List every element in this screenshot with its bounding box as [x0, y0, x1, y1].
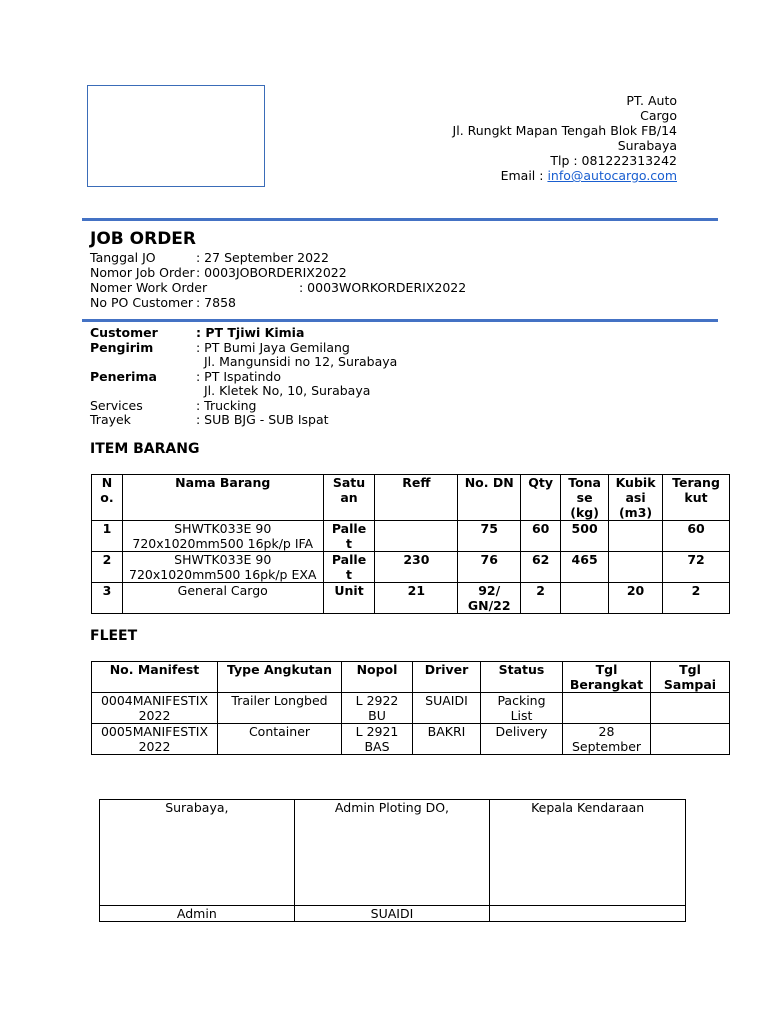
items-title: ITEM BARANG — [90, 441, 200, 457]
items-header-tonase: Tona se (kg) — [561, 475, 609, 521]
table-cell: 1 — [92, 521, 123, 552]
items-header-dn: No. DN — [458, 475, 521, 521]
items-header-nama: Nama Barang — [122, 475, 323, 521]
table-cell: 2 — [521, 583, 561, 614]
table-cell: 62 — [521, 552, 561, 583]
pengirim-address: Jl. Mangunsidi no 12, Surabaya — [204, 354, 398, 369]
top-divider — [82, 218, 718, 221]
fleet-header-nopol: Nopol — [342, 662, 413, 693]
table-cell: 2 — [663, 583, 730, 614]
company-info — [417, 93, 677, 183]
items-header-kubikasi: Kubik asi (m3) — [609, 475, 663, 521]
table-cell: 60 — [663, 521, 730, 552]
table-row — [92, 724, 730, 755]
table-row — [92, 583, 730, 614]
signature-admin-ploting: Admin Ploting DO, — [294, 800, 490, 906]
company-address-2: Surabaya — [617, 138, 677, 153]
items-header-no: N o. — [92, 475, 123, 521]
table-cell — [375, 521, 458, 552]
items-header-satuan: Satu an — [323, 475, 375, 521]
tanggal-label: Tanggal JO — [90, 250, 156, 265]
table-row — [92, 552, 730, 583]
services-label: Services — [90, 397, 143, 413]
table-cell: 75 — [458, 521, 521, 552]
table-cell: 0004MANIFESTIX 2022 — [92, 693, 218, 724]
logo-placeholder — [87, 85, 265, 187]
table-cell: 28 September — [563, 724, 651, 755]
fleet-header-type: Type Angkutan — [218, 662, 342, 693]
table-cell — [609, 552, 663, 583]
fleet-header-berangkat: Tgl Berangkat — [563, 662, 651, 693]
signature-table — [99, 799, 686, 922]
table-cell: Container — [218, 724, 342, 755]
trayek-value: : SUB BJG - SUB Ispat — [196, 412, 329, 427]
table-cell: Packing List — [481, 693, 563, 724]
table-cell — [651, 693, 730, 724]
items-table — [91, 474, 730, 614]
tanggal-value: : 27 September 2022 — [196, 250, 329, 265]
table-cell: Delivery — [481, 724, 563, 755]
fleet-header-driver: Driver — [413, 662, 481, 693]
table-cell: Palle t — [323, 521, 375, 552]
table-cell: General Cargo — [122, 583, 323, 614]
signature-surabaya: Surabaya, — [100, 800, 295, 906]
table-cell: 72 — [663, 552, 730, 583]
work-order-label: Nomer Work Order — [90, 280, 208, 295]
table-cell: SHWTK033E 90 720x1020mm500 16pk/p EXA — [122, 552, 323, 583]
table-cell: 2 — [92, 552, 123, 583]
nomor-label: Nomor Job Order — [90, 265, 195, 280]
table-cell: SHWTK033E 90 720x1020mm500 16pk/p IFA — [122, 521, 323, 552]
items-header-reff: Reff — [375, 475, 458, 521]
table-cell: 21 — [375, 583, 458, 614]
pengirim-value: : PT Bumi Jaya Gemilang — [196, 339, 350, 355]
fleet-header-manifest: No. Manifest — [92, 662, 218, 693]
nomor-value: : 0003JOBORDERIX2022 — [196, 265, 347, 280]
work-order-value: : 0003WORKORDERIX2022 — [299, 280, 467, 295]
table-cell — [609, 521, 663, 552]
table-row — [92, 521, 730, 552]
table-cell: 92/ GN/22 — [458, 583, 521, 614]
fleet-title: FLEET — [90, 628, 138, 644]
table-cell: Palle t — [323, 552, 375, 583]
po-value: : 7858 — [196, 295, 236, 310]
penerima-value: : PT Ispatindo — [196, 368, 282, 384]
signature-name-kepala — [490, 906, 686, 922]
penerima-label: Penerima — [90, 368, 157, 384]
company-name-1: PT. Auto — [626, 93, 677, 108]
customer-label: Customer — [90, 325, 158, 340]
table-cell: L 2921 BAS — [342, 724, 413, 755]
table-cell: BAKRI — [413, 724, 481, 755]
fleet-table — [91, 661, 730, 755]
table-cell: L 2922 BU — [342, 693, 413, 724]
signature-name-suaidi: SUAIDI — [294, 906, 490, 922]
table-cell: 465 — [561, 552, 609, 583]
table-cell: 500 — [561, 521, 609, 552]
document-title: JOB ORDER — [90, 229, 197, 249]
table-cell — [561, 583, 609, 614]
email-label: Email : — [500, 168, 548, 183]
table-cell: 60 — [521, 521, 561, 552]
table-cell — [563, 693, 651, 724]
table-cell: 20 — [609, 583, 663, 614]
items-header-qty: Qty — [521, 475, 561, 521]
fleet-header-sampai: Tgl Sampai — [651, 662, 730, 693]
pengirim-label: Pengirim — [90, 339, 154, 355]
table-cell: 230 — [375, 552, 458, 583]
po-label: No PO Customer — [90, 295, 194, 310]
table-cell: 3 — [92, 583, 123, 614]
customer-value: : PT Tjiwi Kimia — [196, 325, 305, 340]
table-cell: Trailer Longbed — [218, 693, 342, 724]
company-name-2: Cargo — [640, 108, 677, 123]
services-value: : Trucking — [196, 397, 257, 413]
table-cell: 76 — [458, 552, 521, 583]
company-email-line — [417, 168, 677, 183]
table-cell — [651, 724, 730, 755]
middle-divider — [82, 319, 718, 322]
penerima-address: Jl. Kletek No, 10, Surabaya — [204, 383, 371, 398]
table-row — [92, 693, 730, 724]
company-phone: Tlp : 081222313242 — [550, 153, 677, 168]
table-cell: Unit — [323, 583, 375, 614]
table-cell: SUAIDI — [413, 693, 481, 724]
email-link[interactable]: info@autocargo.com — [547, 168, 677, 183]
fleet-header-status: Status — [481, 662, 563, 693]
signature-kepala: Kepala Kendaraan — [490, 800, 686, 906]
trayek-label: Trayek — [90, 412, 131, 427]
items-header-terangkut: Terang kut — [663, 475, 730, 521]
signature-name-admin: Admin — [100, 906, 295, 922]
company-address-1: Jl. Rungkt Mapan Tengah Blok FB/14 — [452, 123, 677, 138]
table-cell: 0005MANIFESTIX 2022 — [92, 724, 218, 755]
